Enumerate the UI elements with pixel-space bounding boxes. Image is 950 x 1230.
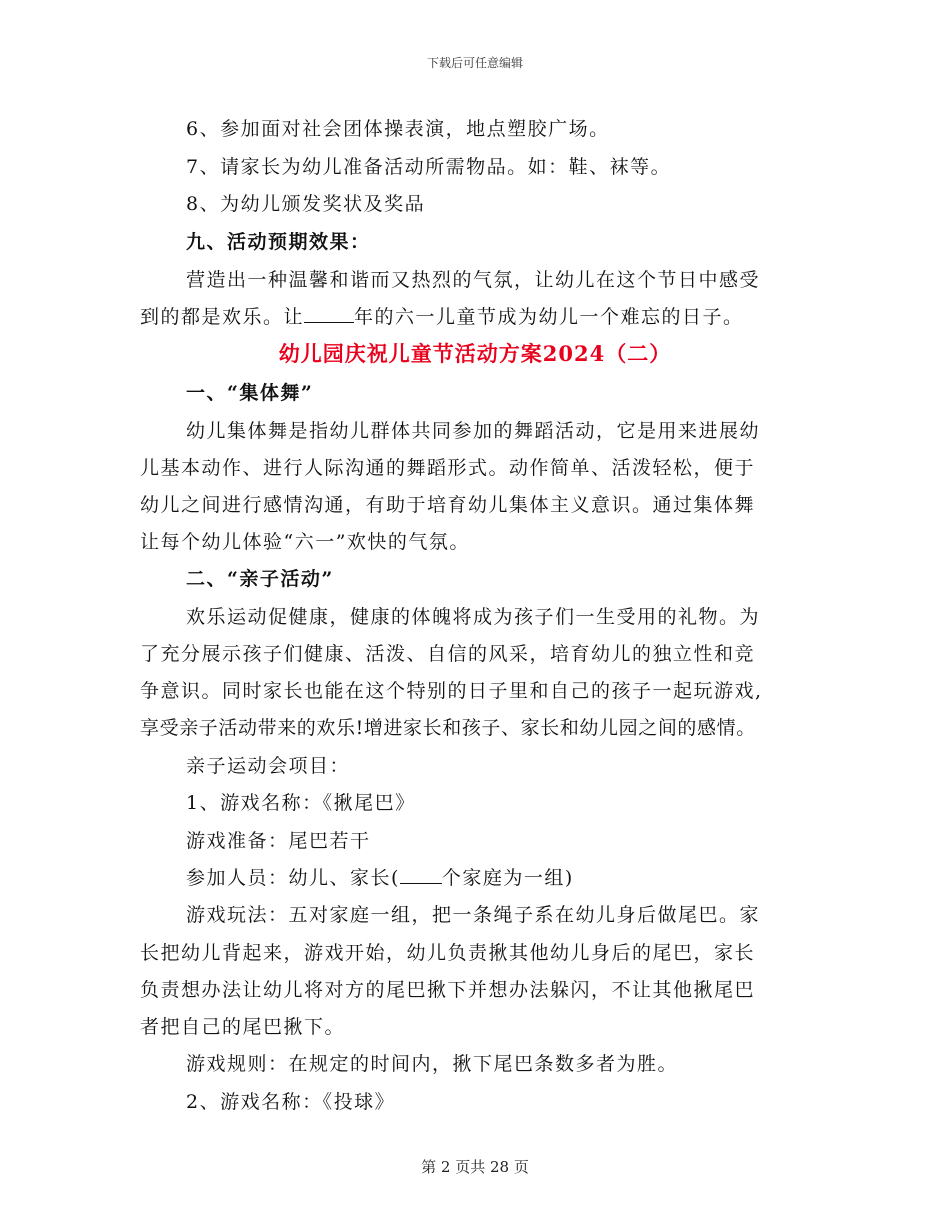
project-label: 亲子运动会项目： xyxy=(186,755,351,777)
list-item-8: 8、为幼儿颁发奖状及奖品 xyxy=(186,193,426,215)
paragraph-line: 者把自己的尾巴揪下。 xyxy=(140,1016,346,1038)
game-1-rule: 游戏规则：在规定的时间内，揪下尾巴条数多者为胜。 xyxy=(186,1053,679,1075)
list-item-7: 7、请家长为幼儿准备活动所需物品。如：鞋、袜等。 xyxy=(186,156,672,178)
list-item-6: 6、参加面对社会团体操表演，地点塑胶广场。 xyxy=(186,118,610,140)
game-1-prep: 游戏准备：尾巴若干 xyxy=(186,830,371,852)
section-9-line-2 xyxy=(140,302,744,329)
paragraph-line: 争意识。同时家长也能在这个特别的日子里和自己的孩子一起玩游戏, xyxy=(140,680,763,702)
game-2-name: 2、游戏名称：《投球》 xyxy=(186,1091,396,1113)
paragraph-line: 幼儿集体舞是指幼儿群体共同参加的舞蹈活动，它是用来进展幼 xyxy=(186,420,761,442)
participants-end: 个家庭为一组) xyxy=(441,867,574,889)
participants-start: 参加人员：幼儿、家长( xyxy=(186,867,400,889)
section-9-line-1: 营造出一种温馨和谐而又热烈的气氛，让幼儿在这个节日中感受 xyxy=(186,269,761,291)
part-2-heading: 二、“亲子活动” xyxy=(186,568,334,590)
section-9-line-2-start: 到的都是欢乐。让 xyxy=(140,306,305,328)
blank-underline xyxy=(304,306,354,323)
game-1-participants xyxy=(186,863,574,890)
part-1-heading: 一、“集体舞” xyxy=(186,382,314,404)
paragraph-line: 游戏玩法：五对家庭一组，把一条绳子系在幼儿身后做尾巴。家 xyxy=(186,904,761,926)
paragraph-line: 欢乐运动促健康，健康的体魄将成为孩子们一生受用的礼物。为 xyxy=(186,606,761,628)
paragraph-line: 儿基本动作、进行人际沟通的舞蹈形式。动作简单、活泼轻松，便于 xyxy=(140,457,756,479)
paragraph-line: 幼儿之间进行感情沟通，有助于培育幼儿集体主义意识。通过集体舞 xyxy=(140,494,756,516)
page-footer: 第 2 页共 28 页 xyxy=(421,1158,529,1176)
paragraph-line: 长把幼儿背起来，游戏开始，幼儿负责揪其他幼儿身后的尾巴，家长 xyxy=(140,942,756,964)
paragraph-line: 享受亲子活动带来的欢乐!增进家长和孩子、家长和幼儿园之间的感情。 xyxy=(140,717,756,739)
paragraph-line: 了充分展示孩子们健康、活泼、自信的风采，培育幼儿的独立性和竞 xyxy=(140,643,756,665)
section-9-heading: 九、活动预期效果： xyxy=(186,231,371,253)
paragraph-line: 让每个幼儿体验“六一”欢快的气氛。 xyxy=(140,531,470,553)
game-1-name: 1、游戏名称：《揪尾巴》 xyxy=(186,792,416,814)
paragraph-line: 负责想办法让幼儿将对方的尾巴揪下并想办法躲闪，不让其他揪尾巴 xyxy=(140,979,756,1001)
section-9-line-2-end: 年的六一儿童节成为幼儿一个难忘的日子。 xyxy=(354,306,744,328)
plan-title: 幼儿园庆祝儿童节活动方案2024（二） xyxy=(278,341,672,366)
page-header: 下载后可任意编辑 xyxy=(426,56,523,70)
blank-underline xyxy=(400,867,442,884)
